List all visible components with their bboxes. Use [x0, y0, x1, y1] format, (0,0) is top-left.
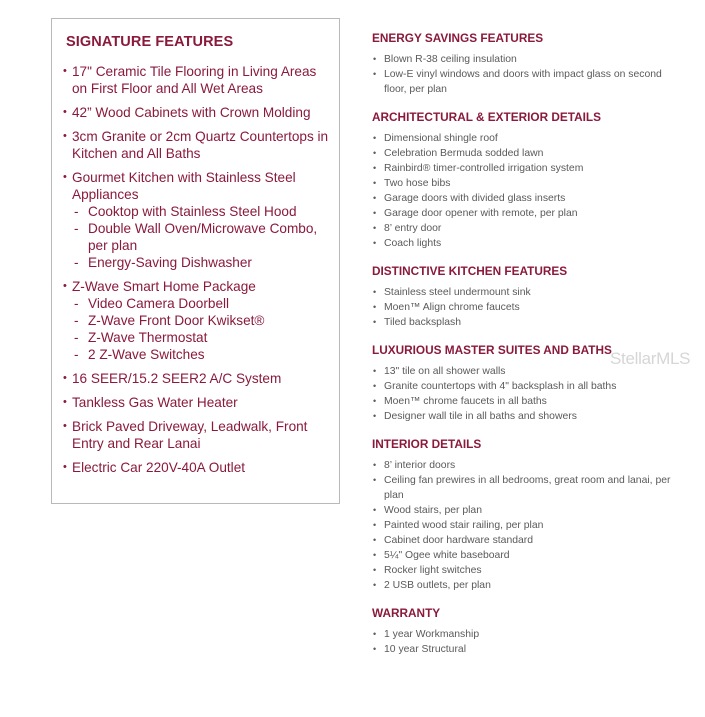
section-list-item: • Designer wall tile in all baths and showers	[372, 409, 672, 424]
section-list	[372, 52, 672, 97]
signature-feature-subitem: - 2 Z-Wave Switches	[72, 346, 333, 363]
signature-feature-item	[63, 278, 333, 363]
section-list-item: • Wood stairs, per plan	[372, 503, 672, 518]
signature-feature-text: Tankless Gas Water Heater	[72, 395, 238, 410]
section-list-item: • Stainless steel undermount sink	[372, 285, 672, 300]
section-list-item: • 8’ interior doors	[372, 458, 672, 473]
section-list-item: • Dimensional shingle roof	[372, 131, 672, 146]
signature-feature-text: Brick Paved Driveway, Leadwalk, Front Entry and Rear Lanai	[72, 419, 308, 451]
section-heading: LUXURIOUS MASTER SUITES AND BATHS	[372, 343, 612, 357]
section-list-item: • Garage doors with divided glass inserts	[372, 191, 672, 206]
signature-feature-subitem: - Video Camera Doorbell	[72, 295, 333, 312]
signature-feature-subitem: - Cooktop with Stainless Steel Hood	[72, 203, 333, 220]
section-list	[372, 627, 672, 657]
signature-feature-text: 42” Wood Cabinets with Crown Molding	[72, 105, 311, 120]
signature-features-title: SIGNATURE FEATURES	[66, 34, 234, 50]
section-list-item: • Ceiling fan prewires in all bedrooms, great room and lanai, per plan	[372, 473, 672, 503]
section-heading: ARCHITECTURAL & EXTERIOR DETAILS	[372, 110, 601, 124]
section-list-item: • Moen™ Align chrome faucets	[372, 300, 672, 315]
section-list-item: • Tiled backsplash	[372, 315, 672, 330]
signature-feature-subitem: - Z-Wave Front Door Kwikset®	[72, 312, 333, 329]
section-list-item: • 2 USB outlets, per plan	[372, 578, 672, 593]
signature-feature-text: Gourmet Kitchen with Stainless Steel Appliances	[72, 170, 296, 202]
signature-feature-item	[63, 370, 333, 387]
section-list-item: • 1 year Workmanship	[372, 627, 672, 642]
section-list	[372, 364, 672, 424]
signature-feature-item	[63, 63, 333, 97]
signature-feature-sublist	[72, 203, 333, 271]
section-list-item: • Moen™ chrome faucets in all baths	[372, 394, 672, 409]
section-list-item: • Garage door opener with remote, per plan	[372, 206, 672, 221]
section-list-item: • Blown R-38 ceiling insulation	[372, 52, 672, 67]
section-heading: ENERGY SAVINGS FEATURES	[372, 31, 544, 45]
signature-feature-item	[63, 104, 333, 121]
signature-feature-item	[63, 169, 333, 271]
section-list-item: • Cabinet door hardware standard	[372, 533, 672, 548]
section-list-item: • Two hose bibs	[372, 176, 672, 191]
signature-feature-subitem: - Double Wall Oven/Microwave Combo, per plan	[72, 220, 333, 254]
signature-feature-text: Electric Car 220V-40A Outlet	[72, 460, 246, 475]
section-list-item: • 10 year Structural	[372, 642, 672, 657]
section-list-item: • Rainbird® timer-controlled irrigation system	[372, 161, 672, 176]
section-heading: INTERIOR DETAILS	[372, 437, 482, 451]
section-heading: DISTINCTIVE KITCHEN FEATURES	[372, 264, 568, 278]
signature-feature-text: 16 SEER/15.2 SEER2 A/C System	[72, 371, 282, 386]
section-list-item: • Coach lights	[372, 236, 672, 251]
signature-feature-subitem: - Energy-Saving Dishwasher	[72, 254, 333, 271]
section-list	[372, 131, 672, 251]
signature-feature-item	[63, 128, 333, 162]
section-list-item: • Painted wood stair railing, per plan	[372, 518, 672, 533]
section-list-item: • Low-E vinyl windows and doors with impact glass on second floor, per plan	[372, 67, 672, 97]
signature-feature-item	[63, 394, 333, 411]
signature-feature-text: 17" Ceramic Tile Flooring in Living Areas on First Floor and All Wet Areas	[72, 64, 317, 96]
section-list	[372, 458, 672, 593]
stellarmls-watermark: StellarMLS	[610, 349, 691, 368]
signature-feature-item	[63, 418, 333, 452]
signature-feature-subitem: - Z-Wave Thermostat	[72, 329, 333, 346]
signature-feature-item	[63, 459, 333, 476]
section-heading: WARRANTY	[372, 606, 441, 620]
section-list-item: • Granite countertops with 4" backsplash in all baths	[372, 379, 672, 394]
section-list-item: • Rocker light switches	[372, 563, 672, 578]
signature-feature-text: Z-Wave Smart Home Package	[72, 279, 256, 294]
section-list-item: • 5¼" Ogee white baseboard	[372, 548, 672, 563]
section-list-item: • 13" tile on all shower walls	[372, 364, 672, 379]
signature-features-list	[63, 63, 333, 483]
section-list-item: • Celebration Bermuda sodded lawn	[372, 146, 672, 161]
signature-feature-sublist	[72, 295, 333, 363]
section-list	[372, 285, 672, 330]
signature-feature-text: 3cm Granite or 2cm Quartz Countertops in Kitchen and All Baths	[72, 129, 329, 161]
section-list-item: • 8’ entry door	[372, 221, 672, 236]
